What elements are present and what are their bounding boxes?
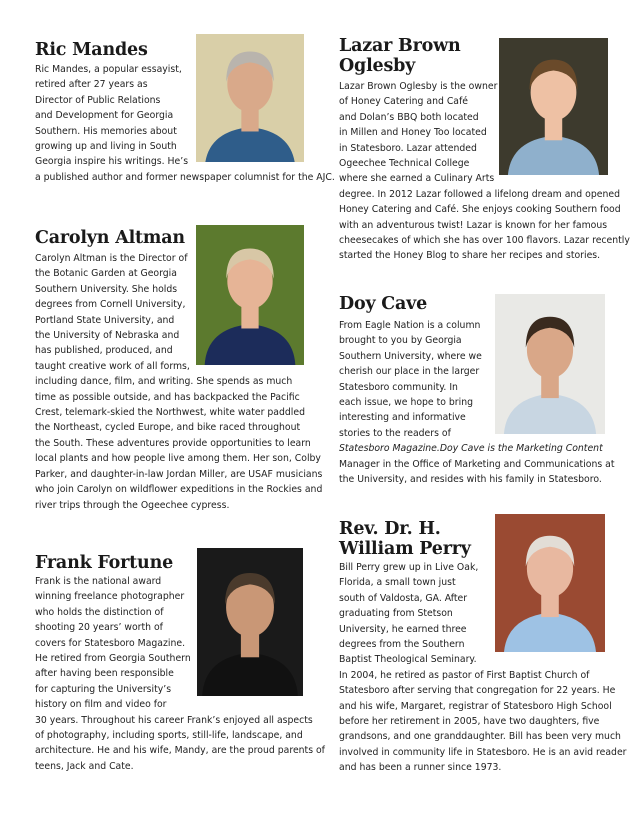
bio-line: winning freelance photographer (35, 591, 185, 603)
bio-name-line: Carolyn Altman (35, 228, 185, 248)
bio-line: In 2004, he retired as pastor of First Baptist Church of (339, 669, 590, 681)
bio-line: Southern. His memories about (35, 125, 177, 137)
bio-line: Manager in the Office of Marketing and Communications at (339, 458, 615, 470)
bio-line: started the Honey Blog to share her recipes and stories. (339, 250, 601, 262)
bio-line: Statesboro community. In (339, 381, 458, 393)
bio-line: interesting and informative (339, 412, 466, 424)
bio-line: architecture. He and his wife, Mandy, are the proud parents of (35, 745, 325, 757)
bio-line: grandsons, and one granddaughter. Bill has been very much (339, 731, 621, 743)
bio-line: degrees from Cornell University, (35, 299, 186, 311)
bio-name-line: Lazar Brown (339, 36, 461, 56)
bio-line: shooting 20 years’ worth of (35, 622, 163, 634)
bio-line: teens, Jack and Cate. (35, 760, 134, 772)
portrait-illustration (197, 548, 303, 696)
bio-line: where she earned a Culinary Arts (339, 173, 495, 185)
bio-line: Ric Mandes, a popular essayist, (35, 64, 182, 75)
bio-name-line: Oglesby (339, 56, 416, 76)
bio-name-line: Frank Fortune (35, 553, 174, 573)
bio-line: Ogeechee Technical College (339, 158, 470, 170)
bio-line: Carolyn Altman is the Director of (35, 253, 188, 264)
portrait-photo-ric-mandes (196, 34, 304, 162)
bio-line: Crest, telemark-skied the Northwest, white water paddled (35, 407, 305, 419)
bio-line: a published author and former newspaper columnist for the AJC. (35, 171, 335, 183)
bio-line: Bill Perry grew up in Live Oak, (339, 562, 479, 573)
bio-line: each issue, we hope to bring (339, 397, 473, 409)
bio-line: Lazar Brown Oglesby is the owner (339, 81, 498, 92)
bio-line: south of Valdosta, GA. After (339, 592, 468, 604)
bio-line: Portland State University, and (35, 314, 175, 326)
bio-line: for capturing the University’s (35, 683, 172, 695)
bio-line: stories to the readers of (339, 427, 451, 439)
bio-name-line: William Perry (339, 539, 471, 559)
portrait-illustration (495, 514, 605, 652)
bio-line: growing up and living in South (35, 141, 177, 153)
bio-name-line: Ric Mandes (35, 40, 148, 60)
bio-line: From Eagle Nation is a column (339, 320, 481, 331)
bio-line: and Development for Georgia (35, 110, 174, 122)
bio-line: Statesboro after serving that congregation for 22 years. He (339, 685, 616, 697)
bio-line: involved in community life in Statesboro. He is an avid reader (339, 746, 627, 758)
portrait-illustration (196, 34, 304, 162)
bio-line: cherish our place in the larger (339, 366, 480, 378)
bio-line: before her retirement in 2005, have two daughters, five (339, 716, 600, 728)
bio-line: Statesboro Magazine.Doy Cave is the Marketing Content (339, 443, 603, 455)
bio-line: with an adventurous twist! Lazar is known for her famous (339, 219, 608, 231)
bio-line: and his wife, Margaret, registrar of Statesboro High School (339, 700, 612, 712)
bio-line: Florida, a small town just (339, 577, 456, 589)
bio-line: Southern University. She holds (35, 283, 178, 295)
bio-line: the University, and resides with his family in Statesboro. (339, 474, 602, 486)
bio-line: Honey Catering and Café. She enjoys cooking Southern food (339, 204, 621, 216)
bio-line: who holds the distinction of (35, 606, 164, 618)
bio-line: who join Carolyn on wildflower expeditions in the Rockies and (35, 484, 323, 496)
bio-line: brought to you by Georgia (339, 335, 462, 347)
portrait-illustration (495, 294, 605, 434)
portrait-photo-carolyn-altman (196, 225, 304, 365)
bio-line: degrees from the Southern (339, 639, 465, 651)
bio-line: Baptist Theological Seminary. (339, 654, 477, 666)
bio-line: including dance, film, and writing. She spends as much (35, 376, 293, 388)
bio-line: University, he earned three (339, 623, 467, 635)
bio-line: graduating from Stetson (339, 608, 453, 620)
bio-line: retired after 27 years as (35, 79, 148, 91)
bio-line: the University of Nebraska and (35, 330, 180, 342)
bio-line: river trips through the Ogeechee cypress. (35, 499, 230, 511)
portrait-photo-lazar-brown-oglesby (499, 38, 608, 175)
bio-line: of photography, including sports, still-life, landscape, and (35, 730, 303, 742)
bio-name-line: Doy Cave (339, 294, 428, 314)
bio-line: of Honey Catering and Café (339, 96, 468, 108)
bio-line: taught creative work of all forms, (35, 360, 190, 372)
bio-line: cheesecakes of which she has over 100 flavors. Lazar recently (339, 235, 630, 247)
bio-line: degree. In 2012 Lazar followed a lifelong dream and opened (339, 188, 620, 200)
bio-line: Southern University, where we (339, 350, 482, 362)
bio-line: time as possible outside, and has backpacked the Pacific (35, 391, 300, 403)
bio-line: Frank is the national award (35, 576, 162, 587)
bio-line: He retired from Georgia Southern (35, 653, 191, 665)
bio-line: in Statesboro. Lazar attended (339, 142, 477, 154)
bio-line: local plants and how people live among them. Her son, Colby (35, 453, 321, 465)
bio-line: Director of Public Relations (35, 94, 161, 106)
bio-name-line: Rev. Dr. H. (339, 519, 441, 539)
bio-line: covers for Statesboro Magazine. (35, 637, 186, 649)
bio-line: has published, produced, and (35, 345, 173, 357)
bio-line: 30 years. Throughout his career Frank’s enjoyed all aspects (35, 714, 313, 726)
bio-line: in Millen and Honey Too located (339, 127, 487, 139)
portrait-photo-william-perry (495, 514, 605, 652)
bio-line: and has been a runner since 1973. (339, 762, 502, 774)
portrait-illustration (196, 225, 304, 365)
bio-line: and Dolan’s BBQ both located (339, 111, 479, 123)
portrait-photo-doy-cave (495, 294, 605, 434)
bio-line: history on film and video for (35, 699, 167, 711)
bio-line: Parker, and daughter-in-law Jordan Miller, are USAF musicians (35, 468, 323, 480)
bio-line: the Botanic Garden at Georgia (35, 268, 177, 280)
bio-line: after having been responsible (35, 668, 174, 680)
bio-line: Georgia inspire his writings. He’s (35, 156, 189, 168)
bio-line: the South. These adventures provide opportunities to learn (35, 437, 311, 449)
portrait-photo-frank-fortune (197, 548, 303, 696)
bio-line: the Northeast, cycled Europe, and bike raced throughout (35, 422, 301, 434)
portrait-illustration (499, 38, 608, 175)
